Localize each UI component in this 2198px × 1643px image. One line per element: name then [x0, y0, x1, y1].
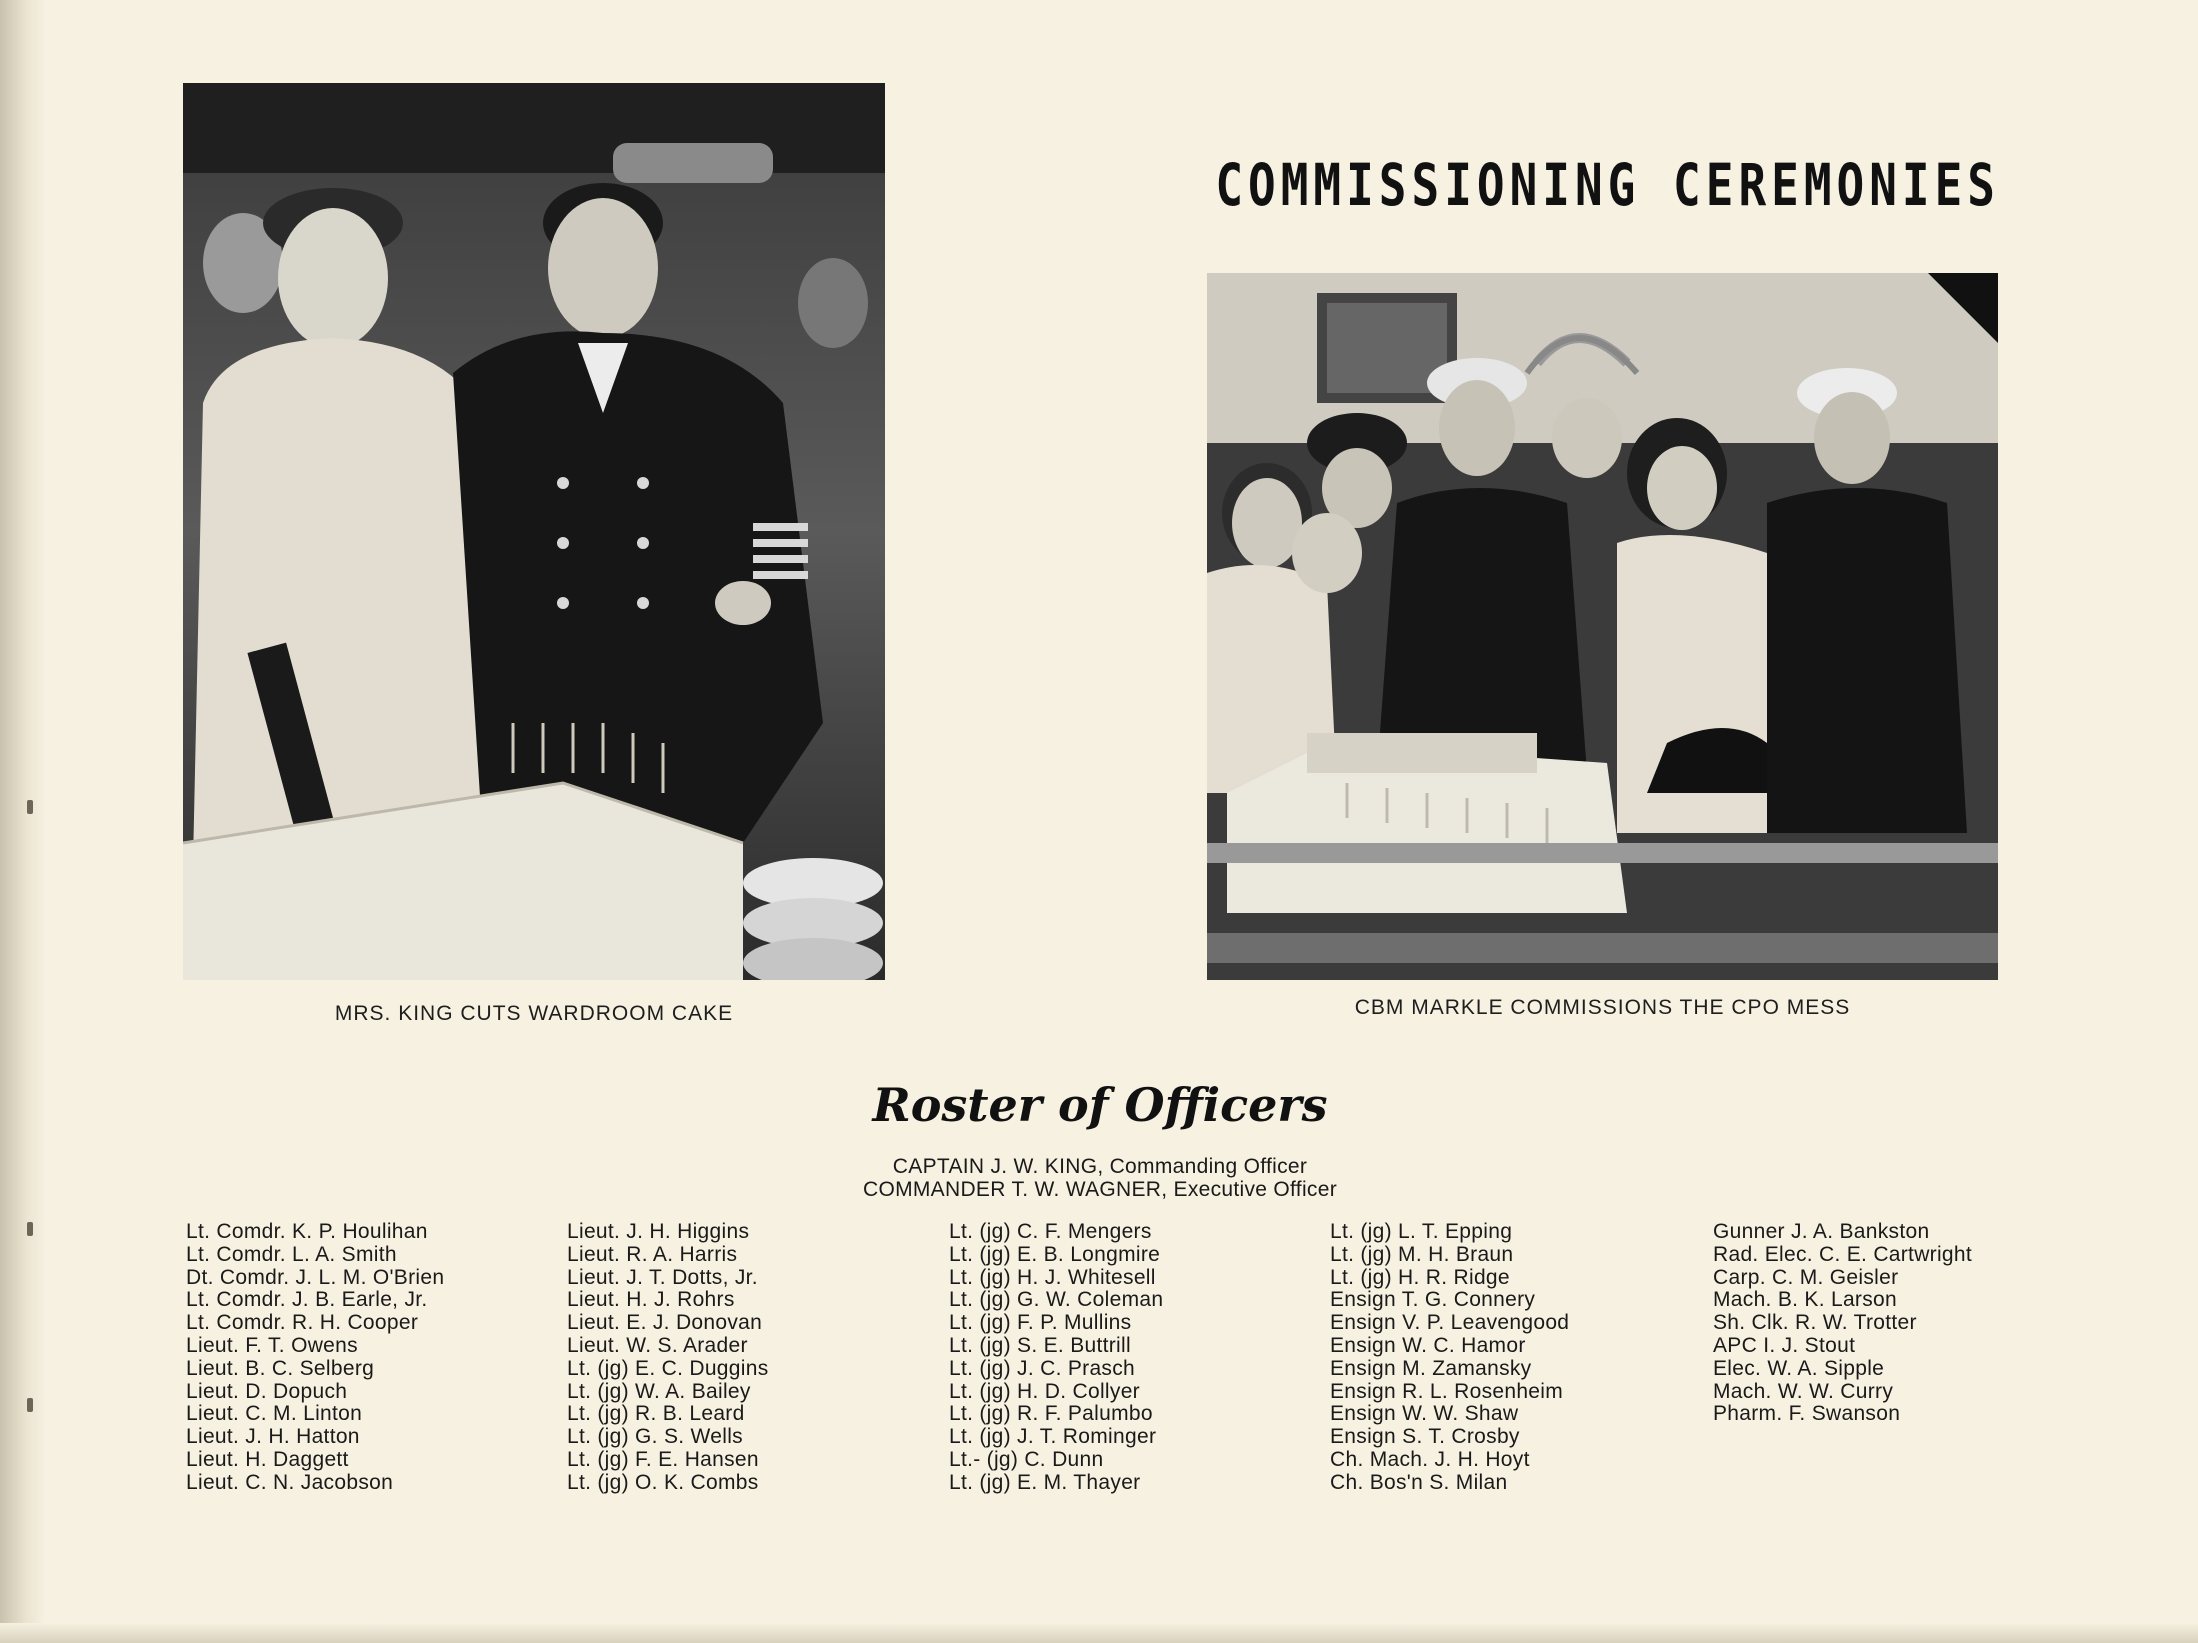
roster-entry: Lt. (jg) H. R. Ridge	[1330, 1265, 1510, 1289]
roster-entry: Lt. Comdr. R. H. Cooper	[186, 1311, 419, 1335]
roster-entry: Lieut. F. T. Owens	[186, 1333, 358, 1357]
binding-hole	[27, 1398, 33, 1412]
roster-entry: Lieut. H. J. Rohrs	[567, 1288, 735, 1312]
roster-entry: Lieut. E. J. Donovan	[567, 1311, 763, 1335]
roster-column-3	[949, 1221, 1163, 1495]
roster-entry: Ensign W. C. Hamor	[1330, 1333, 1526, 1357]
binding-hole	[27, 800, 33, 814]
roster-entry: Lt.- (jg) C. Dunn	[949, 1447, 1104, 1471]
page-binding-edge	[0, 0, 46, 1643]
roster-entry: Ensign M. Zamansky	[1330, 1356, 1532, 1380]
roster-entry: Lt. (jg) F. E. Hansen	[567, 1447, 759, 1471]
roster-heading: Roster of Officers	[872, 1078, 1328, 1132]
photo-caption-cpo-mess: CBM MARKLE COMMISSIONS THE CPO MESS	[1354, 996, 1851, 1019]
photo-cpo-mess-image	[1207, 273, 1998, 980]
roster-entry: APC I. J. Stout	[1713, 1333, 1856, 1357]
commanding-officer: CAPTAIN J. W. KING, Commanding Officer	[892, 1155, 1308, 1178]
roster-entry: Mach. W. W. Curry	[1713, 1379, 1894, 1403]
roster-entry: Lt. Comdr. J. B. Earle, Jr.	[186, 1288, 428, 1312]
roster-entry: Ensign V. P. Leavengood	[1330, 1311, 1570, 1335]
roster-entry: Lt. (jg) J. C. Prasch	[949, 1356, 1136, 1380]
roster-entry: Lt. (jg) E. C. Duggins	[567, 1356, 769, 1380]
roster-column-4	[1330, 1221, 1569, 1495]
roster-entry: Lt. (jg) S. E. Buttrill	[949, 1333, 1131, 1357]
binding-hole	[27, 1222, 33, 1236]
roster-column-1	[186, 1221, 444, 1495]
roster-entry: Lt. (jg) R. F. Palumbo	[949, 1402, 1153, 1426]
roster-entry: Lt. (jg) M. H. Braun	[1330, 1242, 1514, 1266]
roster-entry: Lt. (jg) E. B. Longmire	[949, 1242, 1161, 1266]
photo-wardroom-cake-image	[183, 83, 885, 980]
page-title: COMMISSIONING CEREMONIES	[1215, 150, 2000, 219]
roster-entry: Rad. Elec. C. E. Cartwright	[1713, 1242, 1973, 1266]
roster-entry: Lieut. C. N. Jacobson	[186, 1470, 394, 1494]
roster-entry: Pharm. F. Swanson	[1713, 1402, 1901, 1426]
roster-entry: Lieut. C. M. Linton	[186, 1402, 363, 1426]
roster-entry: Lt. (jg) O. K. Combs	[567, 1470, 759, 1494]
roster-entry: Lieut. W. S. Arader	[567, 1333, 748, 1357]
roster-entry: Elec. W. A. Sipple	[1713, 1356, 1885, 1380]
roster-entry: Ensign T. G. Connery	[1330, 1288, 1536, 1312]
roster-entry: Lt. (jg) G. W. Coleman	[949, 1288, 1164, 1312]
roster-entry: Ensign S. T. Crosby	[1330, 1425, 1520, 1449]
roster-entry: Lt. (jg) G. S. Wells	[567, 1425, 743, 1449]
roster-entry: Gunner J. A. Bankston	[1713, 1220, 1930, 1243]
roster-column-2	[567, 1221, 769, 1495]
roster-entry: Lt. (jg) H. J. Whitesell	[949, 1265, 1156, 1289]
roster-entry: Lt. (jg) E. M. Thayer	[949, 1470, 1141, 1494]
roster-entry: Lt. (jg) R. B. Leard	[567, 1402, 745, 1426]
page-bottom-edge	[0, 1623, 2198, 1643]
photo-wardroom-cake	[183, 83, 885, 980]
executive-officer: COMMANDER T. W. WAGNER, Executive Officer	[863, 1178, 1337, 1201]
roster-column-5	[1713, 1221, 1972, 1426]
roster-entry: Lieut. J. T. Dotts, Jr.	[567, 1265, 758, 1289]
roster-entry: Lt. (jg) F. P. Mullins	[949, 1311, 1132, 1335]
roster-entry: Ch. Mach. J. H. Hoyt	[1330, 1447, 1530, 1471]
roster-entry: Lt. Comdr. L. A. Smith	[186, 1242, 397, 1266]
roster-entry: Lieut. B. C. Selberg	[186, 1356, 375, 1380]
roster-entry: Lt. (jg) L. T. Epping	[1330, 1220, 1513, 1243]
roster-entry: Ensign R. L. Rosenheim	[1330, 1379, 1564, 1403]
roster-entry: Lieut. D. Dopuch	[186, 1379, 348, 1403]
roster-entry: Ch. Bos'n S. Milan	[1330, 1470, 1508, 1494]
roster-entry: Lieut. H. Daggett	[186, 1447, 349, 1471]
roster-entry: Ensign W. W. Shaw	[1330, 1402, 1519, 1426]
roster-entry: Dt. Comdr. J. L. M. O'Brien	[186, 1265, 445, 1289]
roster-entry: Lieut. J. H. Hatton	[186, 1425, 360, 1449]
roster-entry: Lt. Comdr. K. P. Houlihan	[186, 1220, 428, 1243]
roster-entry: Lt. (jg) J. T. Rominger	[949, 1425, 1157, 1449]
roster-entry: Lt. (jg) W. A. Bailey	[567, 1379, 751, 1403]
roster-entry: Sh. Clk. R. W. Trotter	[1713, 1311, 1917, 1335]
roster-entry: Lt. (jg) H. D. Collyer	[949, 1379, 1140, 1403]
roster-entry: Carp. C. M. Geisler	[1713, 1265, 1899, 1289]
roster-entry: Lieut. J. H. Higgins	[567, 1220, 750, 1243]
roster-entry: Mach. B. K. Larson	[1713, 1288, 1897, 1312]
roster-entry: Lt. (jg) C. F. Mengers	[949, 1220, 1152, 1243]
photo-cpo-mess	[1207, 273, 1998, 980]
photo-caption-wardroom: MRS. KING CUTS WARDROOM CAKE	[334, 1002, 734, 1025]
roster-entry: Lieut. R. A. Harris	[567, 1242, 738, 1266]
